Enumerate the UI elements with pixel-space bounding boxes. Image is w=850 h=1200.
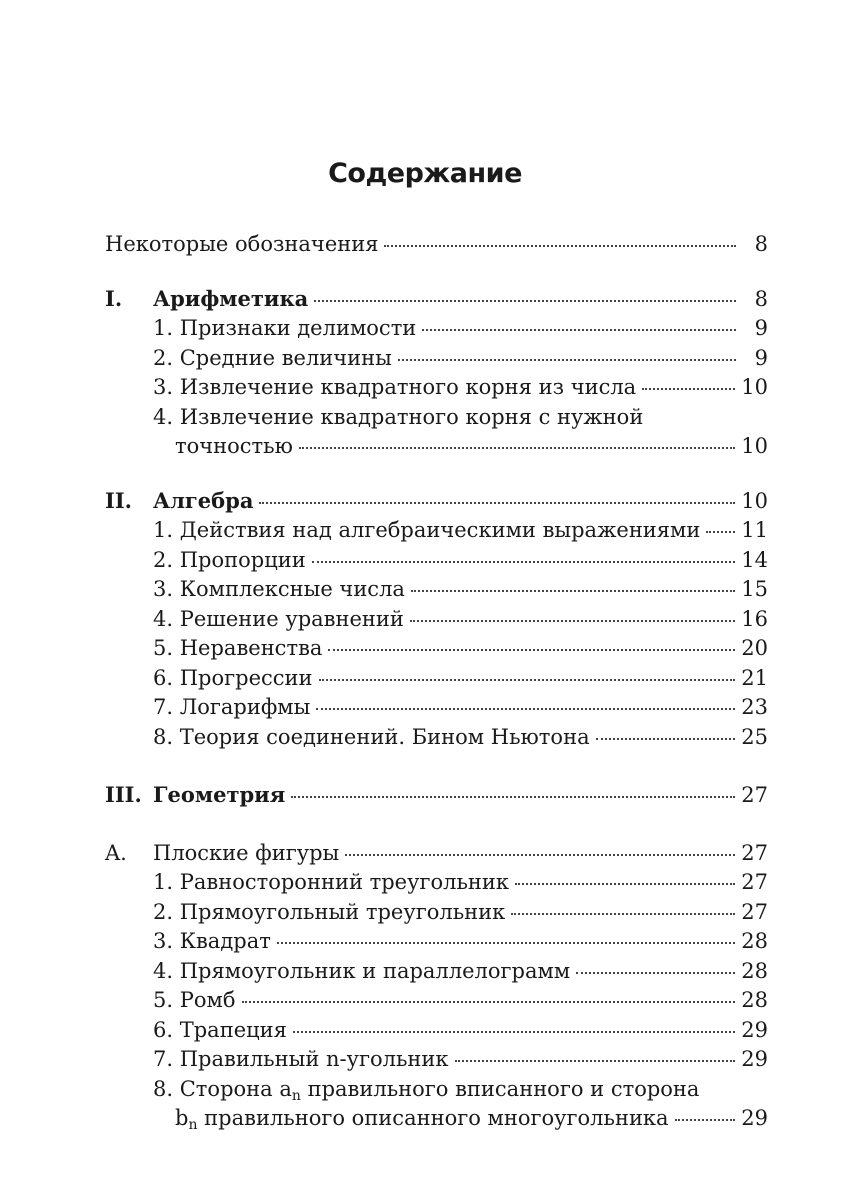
item-text: Теория соединений. Бином Ньютона [179, 724, 590, 749]
toc-item[interactable] [105, 1045, 768, 1075]
item-text [180, 1075, 700, 1105]
dot-leader [384, 244, 736, 247]
toc-entry-intro[interactable] [105, 230, 768, 260]
section-title: Геометрия [153, 782, 286, 807]
toc-item[interactable] [105, 868, 768, 898]
section-number: II. [105, 487, 132, 513]
dot-leader [291, 795, 735, 798]
item-number: 5. [153, 636, 174, 660]
item-text: Комплексные числа [179, 577, 405, 601]
toc-page-number: 20 [741, 636, 768, 660]
toc-page-number: 8 [754, 286, 768, 311]
item-text: Решение уравнений [179, 606, 404, 631]
section-title: Арифметика [153, 285, 309, 311]
toc-entry-text: Некоторые обозначения [105, 232, 379, 256]
toc-item[interactable] [105, 898, 768, 928]
item-text: Действия над алгебраическими выражениями [179, 518, 701, 542]
dot-leader [242, 1000, 736, 1003]
toc-item[interactable] [105, 927, 768, 957]
item-number: 4. [153, 958, 174, 983]
page-title: Содержание [328, 158, 522, 189]
toc-item-continuation[interactable] [105, 1104, 768, 1134]
toc-page-number: 25 [741, 724, 768, 749]
toc-item[interactable] [105, 373, 768, 403]
toc-page-number: 15 [741, 577, 768, 601]
subscript-n: n [291, 1087, 301, 1104]
item-number: 1. [153, 316, 174, 340]
item-text: Ромб [179, 988, 236, 1012]
toc-item[interactable] [105, 664, 768, 694]
toc-page-number: 10 [741, 488, 768, 513]
toc-item[interactable] [105, 986, 768, 1016]
toc-page-number: 29 [741, 1017, 768, 1042]
item-text: Извлечение квадратного корня с нужной [179, 404, 644, 429]
dot-leader [345, 853, 735, 856]
toc-page-number: 14 [741, 547, 768, 572]
toc-item[interactable] [105, 1075, 768, 1105]
item-number: 1. [153, 870, 174, 894]
item-text: Пропорции [179, 547, 306, 572]
item-number: 4. [153, 404, 174, 429]
item-number: 6. [153, 665, 174, 690]
toc-page-number: 28 [741, 958, 768, 983]
toc-page-number: 27 [741, 899, 768, 924]
toc-item[interactable] [105, 516, 768, 546]
dot-leader [319, 678, 736, 681]
toc-page-number: 28 [741, 929, 768, 953]
dot-leader [410, 619, 735, 622]
dot-leader [277, 941, 735, 944]
toc-page-number: 29 [741, 1106, 768, 1130]
toc-item[interactable] [105, 605, 768, 635]
dot-leader [259, 501, 735, 504]
item-text: точностью [175, 434, 293, 458]
toc-page-number: 11 [741, 518, 768, 542]
item-number: 4. [153, 606, 174, 631]
toc-item[interactable] [105, 344, 768, 374]
toc-page-number: 27 [741, 783, 768, 807]
dot-leader [411, 589, 735, 592]
section-number: III. [105, 782, 142, 807]
item-text: Прямоугольник и параллелограмм [179, 958, 571, 983]
item-text: Средние величины [179, 345, 392, 370]
toc-section-arithmetic[interactable] [105, 284, 768, 315]
item-text-part: b [175, 1106, 189, 1130]
toc-item[interactable] [105, 693, 768, 723]
item-number: 1. [153, 518, 174, 542]
item-number: 3. [153, 577, 174, 601]
toc-subsection-plane-figures[interactable] [105, 839, 768, 869]
toc-page-number: 8 [754, 232, 768, 256]
dot-leader [515, 882, 735, 885]
item-number: 8. [153, 1076, 174, 1101]
toc-item[interactable] [105, 723, 768, 753]
dot-leader [398, 358, 736, 361]
item-text-part: Сторона a [179, 1076, 292, 1101]
dot-leader [706, 530, 735, 533]
dot-leader [455, 1059, 736, 1062]
toc-page-number: 28 [741, 988, 768, 1012]
item-number: 2. [153, 345, 174, 370]
toc-item[interactable] [105, 1016, 768, 1046]
subsection-letter: A. [105, 840, 127, 865]
table-of-contents [105, 230, 768, 1134]
item-number: 8. [153, 724, 174, 749]
toc-item[interactable] [105, 403, 768, 433]
item-text: Прямоугольный треугольник [179, 899, 506, 924]
toc-page-number: 16 [741, 606, 768, 631]
toc-page-number: 9 [754, 316, 768, 340]
item-number: 6. [153, 1017, 174, 1042]
toc-section-algebra[interactable] [105, 486, 768, 517]
item-text: Логарифмы [179, 695, 311, 719]
dot-leader [511, 912, 735, 915]
section-title: Алгебра [153, 487, 254, 513]
toc-item[interactable] [105, 546, 768, 576]
item-text: Неравенства [179, 636, 323, 660]
dot-leader [596, 737, 736, 740]
item-number: 2. [153, 547, 174, 572]
dot-leader [422, 328, 736, 331]
dot-leader [314, 299, 736, 302]
toc-page-number: 29 [741, 1047, 768, 1071]
dot-leader [293, 1030, 735, 1033]
item-text [175, 1104, 669, 1134]
toc-page-number: 21 [741, 665, 768, 690]
item-text: Прогрессии [179, 665, 313, 690]
item-number: 5. [153, 988, 174, 1012]
toc-item-continuation[interactable] [105, 432, 768, 462]
item-text-part: правильного вписанного и сторона [300, 1076, 700, 1101]
section-number: I. [105, 285, 123, 311]
toc-section-geometry[interactable] [105, 780, 768, 811]
item-number: 7. [153, 695, 174, 719]
dot-leader [299, 446, 735, 449]
dot-leader [316, 707, 735, 710]
item-text: Равносторонний треугольник [179, 870, 509, 894]
subscript-n: n [188, 1117, 198, 1133]
dot-leader [675, 1118, 736, 1121]
item-number: 2. [153, 899, 174, 924]
dot-leader [328, 648, 735, 651]
toc-item[interactable] [105, 957, 768, 987]
toc-item[interactable] [105, 634, 768, 664]
toc-item[interactable] [105, 575, 768, 605]
item-number: 3. [153, 375, 174, 399]
dot-leader [642, 387, 735, 390]
item-text: Квадрат [179, 929, 271, 953]
item-text: Извлечение квадратного корня из числа [179, 375, 637, 399]
dot-leader [576, 971, 735, 974]
toc-page-number: 9 [754, 345, 768, 370]
item-text-part: правильного описанного многоугольника [197, 1106, 669, 1130]
item-text: Признаки делимости [179, 316, 417, 340]
dot-leader [312, 560, 736, 563]
toc-page-number: 23 [741, 695, 768, 719]
item-number: 7. [153, 1047, 174, 1071]
item-number: 3. [153, 929, 174, 953]
toc-page-number: 27 [741, 870, 768, 894]
toc-page-number: 27 [741, 840, 768, 865]
toc-page-number: 10 [741, 434, 768, 458]
item-text: Правильный n-угольник [179, 1047, 449, 1071]
subsection-title: Плоские фигуры [153, 840, 340, 865]
toc-page-number: 10 [741, 375, 768, 399]
item-text: Трапеция [179, 1017, 287, 1042]
toc-item[interactable] [105, 314, 768, 344]
